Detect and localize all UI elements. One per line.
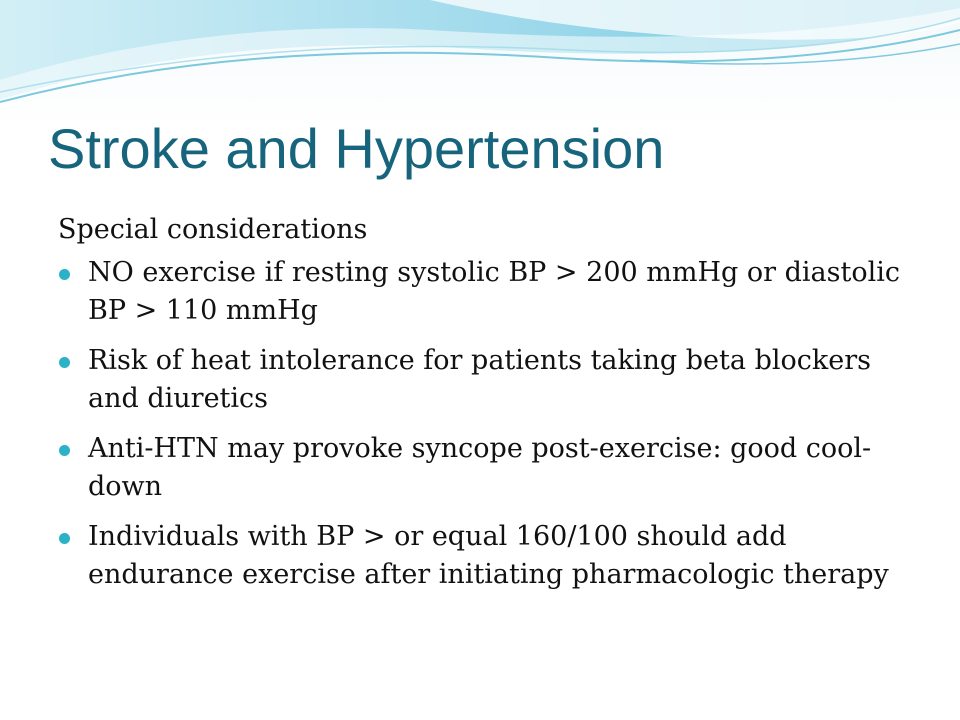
bullet-text: Individuals with BP > or equal 160/100 should add endurance exercise after initiating pharmacologic therapy: [88, 521, 889, 590]
list-item: [58, 342, 918, 418]
subheading: Special considerations: [58, 214, 368, 245]
bullet-list: [58, 254, 918, 594]
bullet-icon: [59, 269, 70, 280]
list-item: [58, 430, 918, 506]
bullet-text: Anti-HTN may provoke syncope post-exercise: good cool-down: [88, 433, 872, 502]
bullet-icon: [59, 533, 70, 544]
list-item: [58, 518, 918, 594]
bullet-text: NO exercise if resting systolic BP > 200 mmHg or diastolic BP > 110 mmHg: [88, 257, 900, 326]
decorative-wave: [0, 0, 960, 120]
list-item: [58, 254, 918, 330]
bullet-icon: [59, 357, 70, 368]
slide-body: [58, 208, 918, 606]
bullet-text: Risk of heat intolerance for patients taking beta blockers and diuretics: [88, 345, 871, 414]
bullet-icon: [59, 445, 70, 456]
slide-title: Stroke and Hypertension: [48, 117, 665, 180]
